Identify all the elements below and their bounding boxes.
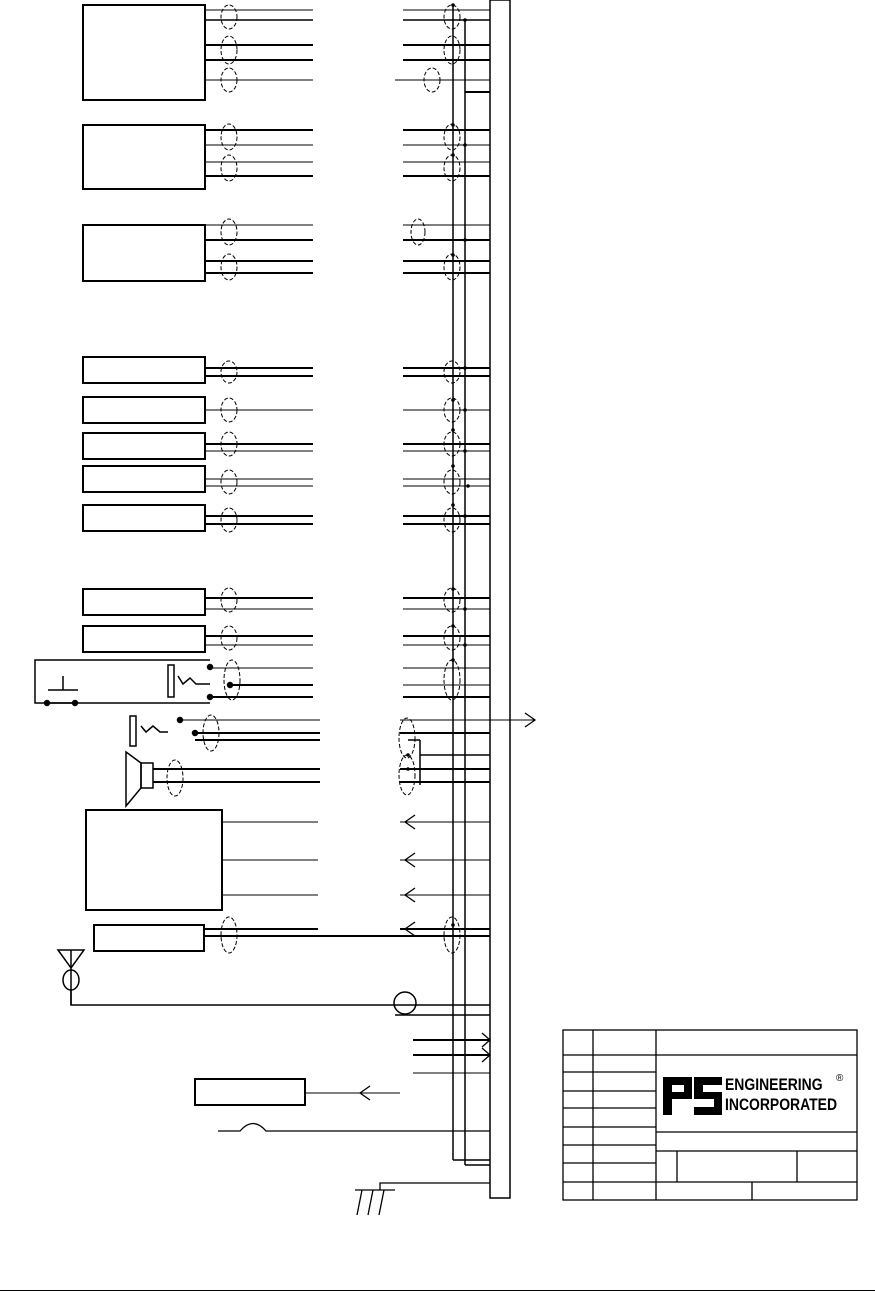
equipment-box-6	[83, 433, 205, 459]
junction-dots	[406, 3, 470, 927]
phone-jack-icon-2	[130, 716, 136, 746]
footer-rule	[0, 1290, 875, 1291]
equipment-box-11	[86, 810, 222, 910]
antenna-icon	[58, 950, 490, 1015]
equipment-box-9	[83, 589, 205, 615]
ground-icon	[355, 1183, 490, 1215]
main-connector	[490, 0, 510, 1198]
equipment-box-10	[83, 626, 205, 652]
company-name	[725, 1075, 837, 1115]
registered-mark: ®	[836, 1073, 844, 1084]
equipment-boxes	[83, 5, 305, 1105]
equipment-box-4	[83, 357, 205, 383]
equipment-box-12	[94, 925, 204, 951]
equipment-box-5	[83, 397, 205, 423]
equipment-box-8	[83, 505, 205, 531]
signal-arrows	[360, 713, 535, 1100]
equipment-box-3	[83, 225, 205, 281]
wire-runs	[153, 10, 535, 1093]
push-switch-assembly	[35, 660, 233, 706]
equipment-box-1	[83, 5, 205, 100]
coax-connector	[394, 992, 416, 1014]
company-name-line1: ENGINEERING	[725, 1075, 823, 1094]
vertical-buses	[408, 5, 490, 1165]
equipment-box-7	[83, 466, 205, 492]
company-logo-icon	[663, 1077, 722, 1115]
equipment-box-2	[83, 125, 205, 189]
lamp-arc-icon	[218, 1124, 490, 1132]
company-name-line2: INCORPORATED	[725, 1095, 838, 1114]
switch-enclosure	[35, 660, 210, 703]
phone-jack-icon	[168, 665, 174, 697]
equipment-box-13	[195, 1079, 305, 1105]
speaker-icon	[126, 752, 153, 806]
